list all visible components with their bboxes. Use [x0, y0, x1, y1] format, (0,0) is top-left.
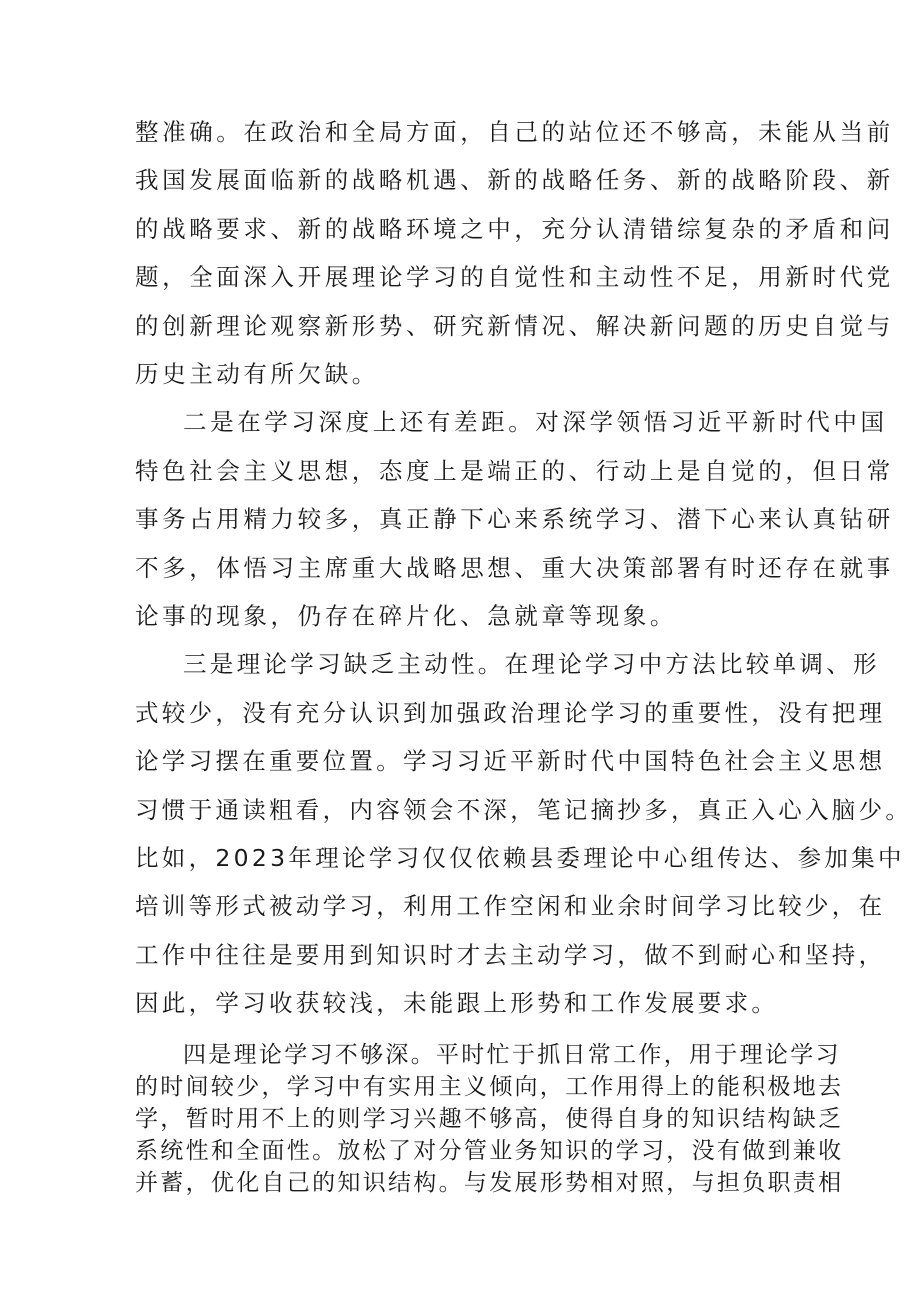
text-line: 因此，学习收获较浅，未能跟上形势和工作发展要求。: [135, 989, 779, 1017]
text-line: 工作中往往是要用到知识时才去主动学习，做不到耐心和坚持，: [135, 941, 886, 969]
text-line: 的创新理论观察新形势、研究新情况、解决新问题的历史自觉与: [135, 312, 894, 340]
text-line: 习惯于通读粗看，内容领会不深，笔记摘抄多，真正入心入脑少。: [135, 796, 913, 824]
text-line: 系统性和全面性。放松了对分管业务知识的学习，没有做到兼收: [135, 1138, 844, 1164]
text-line: 题，全面深入开展理论学习的自觉性和主动性不足，用新时代党: [135, 263, 894, 291]
text-line: 的战略要求、新的战略环境之中，充分认清错综复杂的矛盾和问: [135, 215, 894, 243]
text-line: 历史主动有所欠缺。: [135, 360, 379, 388]
text-line: 的时间较少，学习中有实用主义倾向，工作用得上的能积极地去: [135, 1074, 844, 1100]
text-line: 论事的现象，仍存在碎片化、急就章等现象。: [135, 602, 677, 630]
text-line: 我国发展面临新的战略机遇、新的战略任务、新的战略阶段、新: [135, 166, 894, 194]
text-line: 式较少，没有充分认识到加强政治理论学习的重要性，没有把理: [135, 699, 886, 727]
text-line: 特色社会主义思想，态度上是端正的、行动上是自觉的，但日常: [135, 457, 894, 485]
text-line: 比如，2023年理论学习仅仅依赖县委理论中心组传达、参加集中: [135, 844, 905, 872]
text-line: 培训等形式被动学习，利用工作空闲和业余时间学习比较少，在: [135, 892, 886, 920]
text-line: 并蓄，优化自己的知识结构。与发展形势相对照，与担负职责相: [135, 1170, 844, 1196]
text-line: 学，暂时用不上的则学习兴趣不够高，使得自身的知识结构缺乏: [135, 1106, 844, 1132]
text-line: 二是在学习深度上还有差距。对深学领悟习近平新时代中国: [183, 408, 888, 436]
text-line: 三是理论学习缺乏主动性。在理论学习中方法比较单调、形: [183, 650, 880, 678]
text-line: 不多，体悟习主席重大战略思想、重大决策部署有时还存在就事: [135, 554, 894, 582]
text-line: 整准确。在政治和全局方面，自己的站位还不够高，未能从当前: [135, 118, 894, 146]
text-line: 四是理论学习不够深。平时忙于抓日常工作，用于理论学习: [183, 1042, 841, 1068]
text-line: 事务占用精力较多，真正静下心来系统学习、潜下心来认真钻研: [135, 505, 894, 533]
text-line: 论学习摆在重要位置。学习习近平新时代中国特色社会主义思想: [135, 747, 886, 775]
